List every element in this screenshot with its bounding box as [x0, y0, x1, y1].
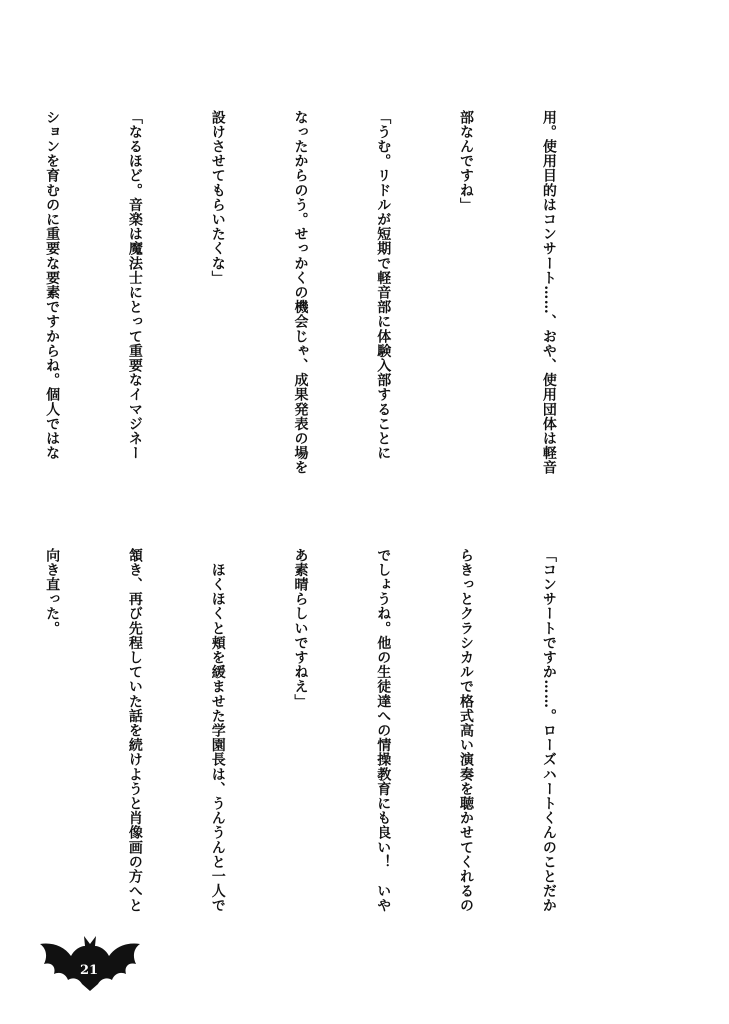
page-number: 21 [79, 963, 99, 978]
text-line: 向き直った。 [44, 548, 61, 636]
text-line: らきっとクラシカルで格式高い演奏を聴かせてくれるの [458, 548, 475, 913]
text-line: ほくほくと頬を緩ませた学園長は、うんうんと一人で [209, 548, 226, 913]
text-line: あ素晴らしいですねえ」 [292, 548, 309, 709]
body-text-bottom [10, 548, 617, 943]
text-line: 「うむ。リドルが短期で軽音部に体験入部することに [375, 110, 392, 461]
text-line: 部なんですね」 [458, 110, 475, 213]
text-line: 頷き、再び先程していた話を続けようと肖像画の方へと [126, 548, 143, 913]
text-line: 設けさせてもらいたくな」 [209, 110, 226, 286]
text-line: 「コンサートですか……。ローズハートくんのことだか [540, 548, 557, 913]
text-line: 「なるほど。音楽は魔法士にとって重要なイマジネー [126, 110, 143, 461]
text-line: 用。使用目的はコンサート……、おや、使用団体は軽音 [540, 110, 557, 475]
text-line: なったからのう。せっかくの機会じゃ、成果発表の場を [292, 110, 309, 475]
text-line: ションを育むのに重要な要素ですからね。個人ではな [44, 110, 61, 461]
body-text-top [0, 110, 617, 505]
text-line: でしょうね。他の生徒達への情操教育にも良い！ いや [375, 548, 392, 913]
